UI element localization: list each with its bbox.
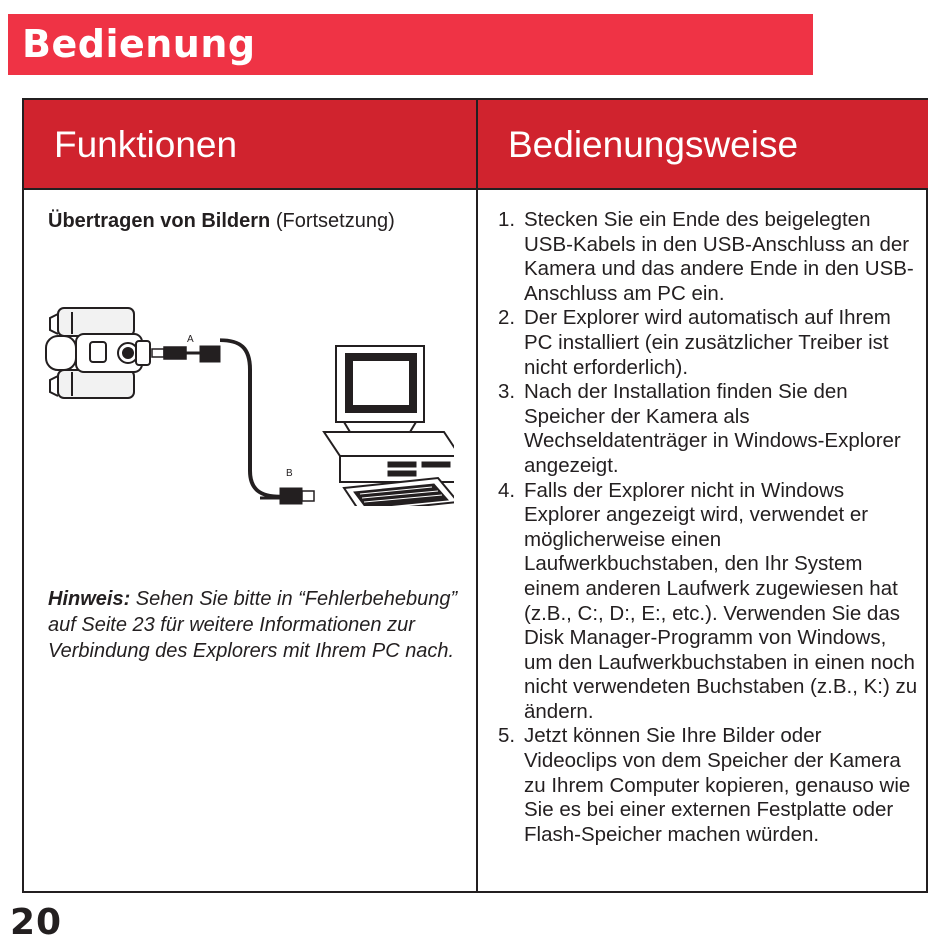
step-text: Falls der Explorer nicht in Windows Explorer angezeigt wird, verwendet er möglicherweise einen Laufwerkbuchstaben, den Ihr System einem anderen Laufwerk zugewiesen hat (z.B., C:, D:, E:, etc.). Verwenden Sie das Disk Manager-Programm von Windows, um den Laufwerkbuchstaben in einen noch nicht verwendeten Buchstaben (z.B., K:) zu ändern. xyxy=(524,478,918,723)
step-number: 4. xyxy=(498,478,516,502)
step-text: Stecken Sie ein Ende des beigelegten USB-Kabels in den USB-Anschluss an der Kamera und das andere Ende in den USB-Anschluss am PC ein. xyxy=(524,208,914,305)
step-item xyxy=(498,479,918,725)
function-cell xyxy=(48,208,458,234)
note xyxy=(48,586,462,664)
step-number: 2. xyxy=(498,306,516,330)
step-text: Jetzt können Sie Ihre Bilder oder Videoclips von dem Speicher der Kamera zu Ihrem Computer kopieren, genauso wie Sie es bei einer externen Festplatte oder Flash-Speicher machen würden. xyxy=(524,724,911,846)
header-banner xyxy=(8,14,813,75)
page-title: Bedienung xyxy=(22,22,256,66)
plug-label-b: B xyxy=(286,468,293,479)
steps-list xyxy=(498,208,918,847)
step-item xyxy=(498,724,918,847)
connection-diagram xyxy=(44,306,454,506)
plug-label-a: A xyxy=(187,334,194,345)
step-text: Der Explorer wird automatisch auf Ihrem PC installiert (ein zusätzlicher Treiber ist nicht erforderlich). xyxy=(524,306,891,379)
step-text: Nach der Installation finden Sie den Speicher der Kamera als Wechseldatenträger in Windows-Explorer angezeigt. xyxy=(524,380,901,477)
step-number: 1. xyxy=(498,208,516,231)
page-number: 20 xyxy=(10,902,63,943)
column-header-operation: Bedienungsweise xyxy=(478,100,928,190)
usb-cable xyxy=(152,340,314,504)
section-title-bold: Übertragen von Bildern xyxy=(48,210,271,232)
step-number: 5. xyxy=(498,724,516,748)
note-label: Hinweis: xyxy=(48,588,131,610)
camera-icon xyxy=(46,308,150,398)
step-item xyxy=(498,380,918,478)
step-item xyxy=(498,208,918,306)
computer-icon xyxy=(324,346,454,506)
instruction-table xyxy=(22,98,928,893)
section-title xyxy=(48,208,458,234)
step-number: 3. xyxy=(498,380,516,404)
section-title-suffix: (Fortsetzung) xyxy=(270,210,395,232)
note-text: Sehen Sie bitte in “Fehlerbehebung” auf Seite 23 für weitere Informationen zur Verbindung des Explorers mit Ihrem PC nach. xyxy=(48,588,458,662)
column-divider xyxy=(476,100,478,891)
step-item xyxy=(498,306,918,380)
column-header-functions: Funktionen xyxy=(24,100,476,190)
